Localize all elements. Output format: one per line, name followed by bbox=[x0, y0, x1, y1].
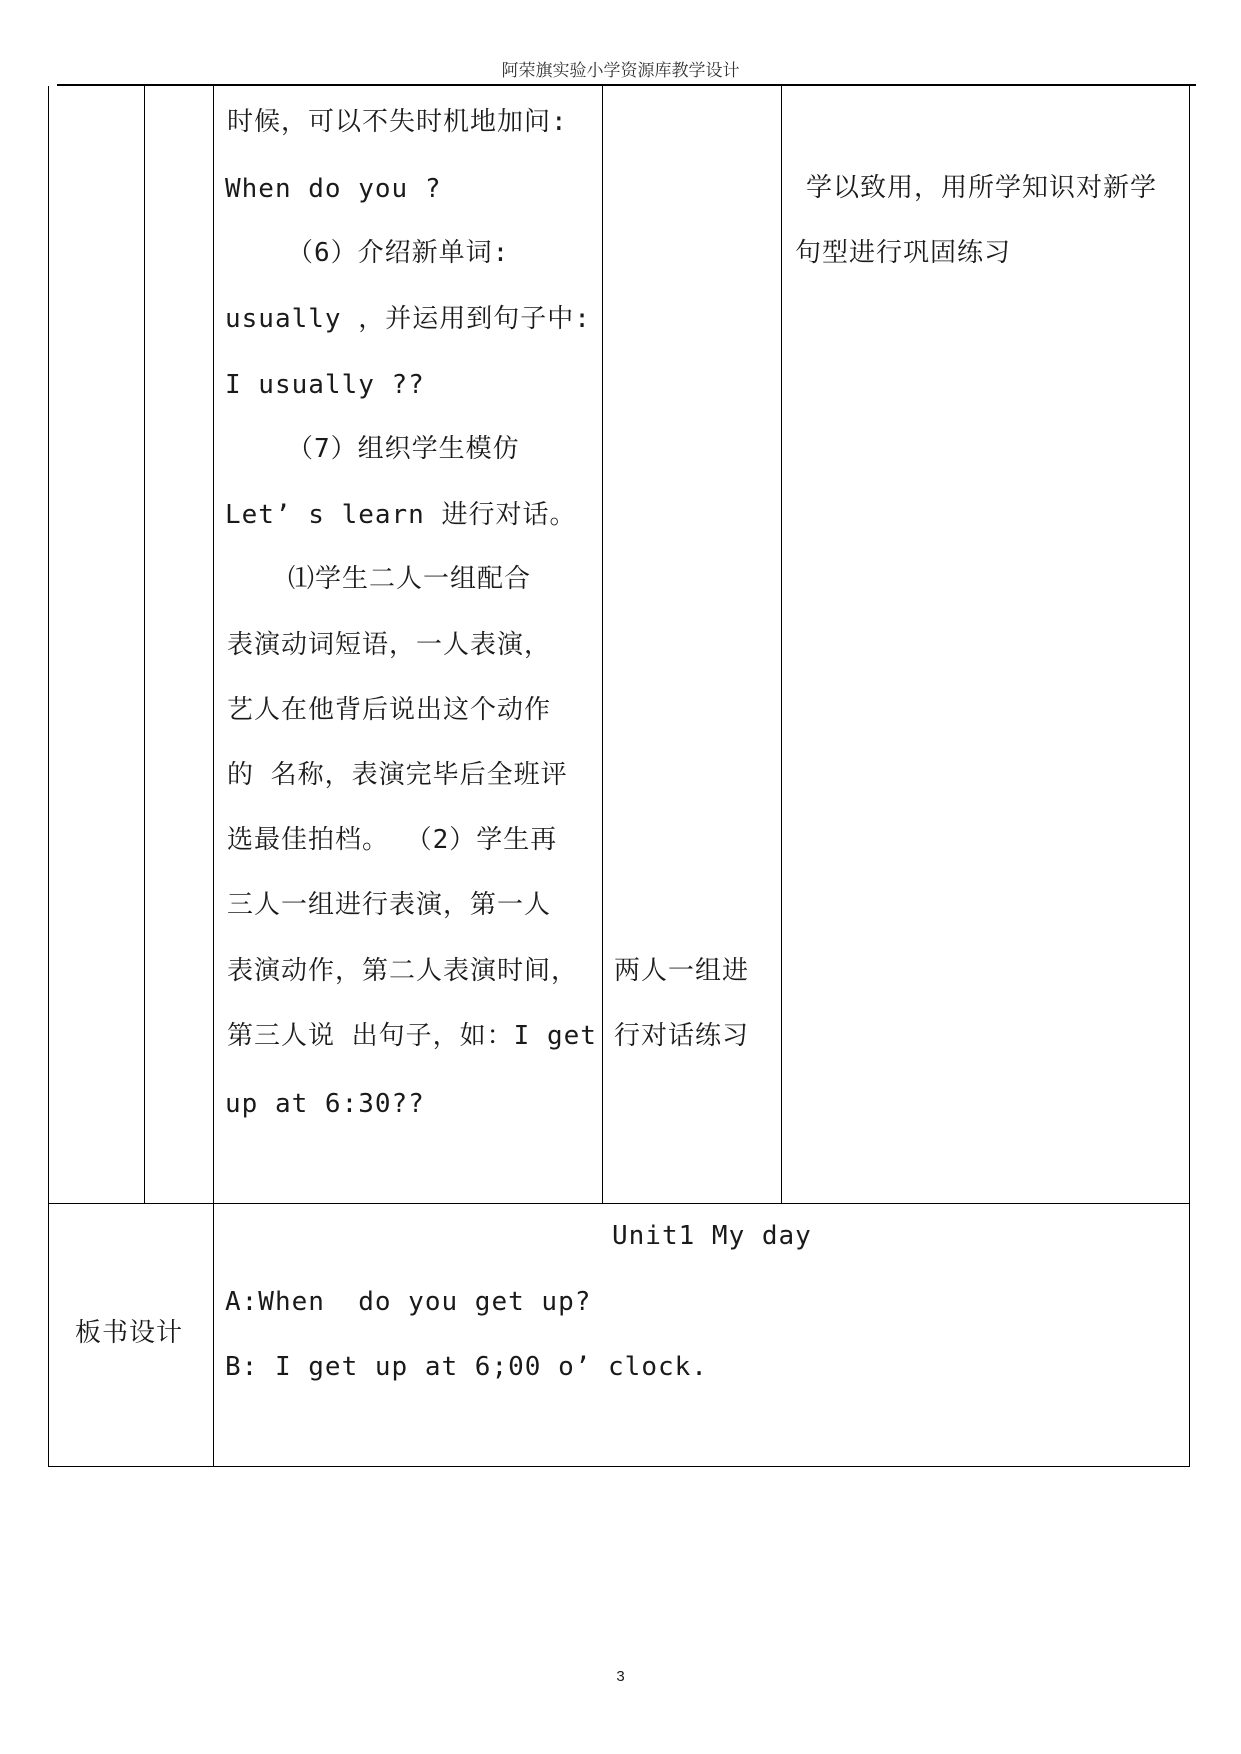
row-divider bbox=[48, 1203, 1190, 1204]
column-divider-4 bbox=[781, 86, 782, 1204]
table-border-left bbox=[48, 86, 49, 1467]
content-line: Let’ s learn 进行对话。 bbox=[225, 500, 577, 530]
content-line: 第三人说 出句子，如：I get bbox=[227, 1021, 597, 1051]
page-number: 3 bbox=[616, 1668, 625, 1685]
content-line: When do you ? bbox=[225, 174, 442, 204]
content-line: （6）介绍新单词: bbox=[287, 238, 510, 268]
activity-line: 两人一组进 bbox=[614, 956, 750, 986]
table-border-bottom bbox=[48, 1466, 1190, 1467]
column-divider-1 bbox=[144, 86, 145, 1204]
content-line: I usually ?? bbox=[225, 370, 425, 400]
content-line: （7）组织学生模仿 bbox=[287, 434, 520, 464]
board-design-label: 板书设计 bbox=[75, 1318, 184, 1348]
content-line: 的 名称，表演完毕后全班评 bbox=[227, 760, 568, 790]
header-rule bbox=[57, 84, 1196, 86]
content-line: ⑴学生二人一组配合 bbox=[288, 564, 532, 594]
page-header: 阿荣旗实验小学资源库教学设计 bbox=[501, 61, 740, 81]
content-line: 时候，可以不失时机地加问: bbox=[227, 107, 568, 137]
content-line: 选最佳拍档。 （2）学生再 bbox=[227, 825, 558, 855]
content-line: 艺人在他背后说出这个动作 bbox=[227, 695, 552, 725]
content-line: 表演动作，第二人表演时间， bbox=[227, 956, 579, 986]
content-line: up at 6:30?? bbox=[225, 1089, 425, 1119]
board-title: Unit1 My day bbox=[612, 1221, 812, 1251]
intent-line: 句型进行巩固练习 bbox=[795, 238, 1012, 268]
board-line-b: B: I get up at 6;00 o’ clock. bbox=[225, 1352, 708, 1382]
intent-line: 学以致用，用所学知识对新学 bbox=[806, 173, 1158, 203]
content-line: 表演动词短语，一人表演， bbox=[227, 630, 552, 660]
content-line: 三人一组进行表演，第一人 bbox=[227, 890, 552, 920]
column-divider-3 bbox=[602, 86, 603, 1204]
content-line: usually ，并运用到句子中: bbox=[225, 304, 591, 334]
column-divider-2 bbox=[213, 86, 214, 1467]
table-border-right bbox=[1189, 86, 1190, 1467]
board-line-a: A:When do you get up? bbox=[225, 1287, 592, 1317]
activity-line: 行对话练习 bbox=[614, 1021, 750, 1051]
